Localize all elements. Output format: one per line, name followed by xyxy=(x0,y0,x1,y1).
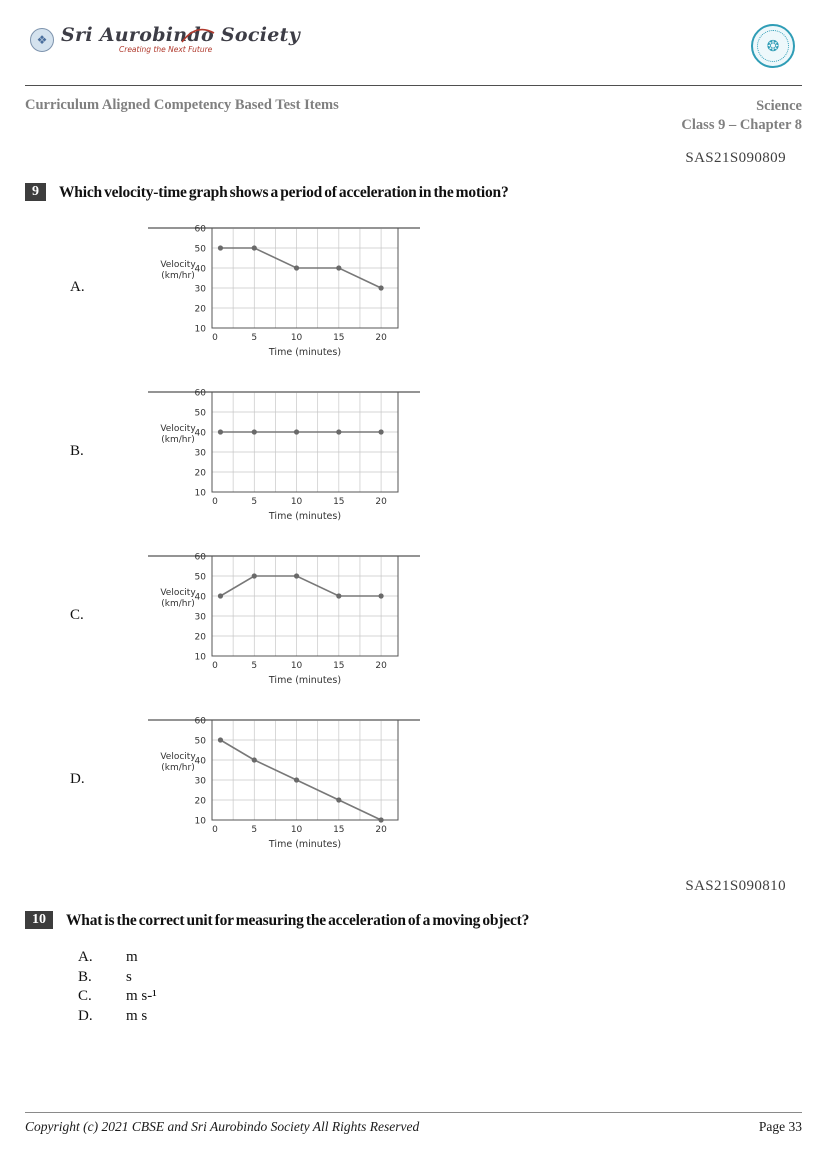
question-number-badge: 10 xyxy=(25,911,53,929)
svg-text:0: 0 xyxy=(212,333,218,343)
option-graph-c xyxy=(25,544,802,686)
option-letter: A. xyxy=(78,949,93,965)
option-a xyxy=(78,948,802,968)
option-text: m s-¹ xyxy=(126,988,157,1004)
option-graph-b xyxy=(25,380,802,522)
copyright-text: Copyright (c) 2021 CBSE and Sri Aurobindo Society All Rights Reserved xyxy=(25,1119,420,1134)
header-divider xyxy=(25,85,802,86)
svg-text:50: 50 xyxy=(194,244,206,255)
option-text: s xyxy=(126,968,132,985)
option-letter: C. xyxy=(70,606,84,623)
svg-text:5: 5 xyxy=(251,825,258,835)
svg-text:20: 20 xyxy=(194,468,206,479)
question-9 xyxy=(25,183,802,202)
svg-text:15: 15 xyxy=(333,825,345,835)
svg-text:Time (minutes): Time (minutes) xyxy=(268,347,342,358)
svg-text:10: 10 xyxy=(290,825,303,835)
option-c xyxy=(78,987,802,1007)
option-text: m xyxy=(126,949,138,965)
svg-text:Time (minutes): Time (minutes) xyxy=(268,511,342,522)
question-10 xyxy=(25,911,802,930)
velocity-time-graph-a xyxy=(148,216,420,358)
main-content xyxy=(25,150,802,1026)
title-bar xyxy=(25,97,802,135)
svg-text:Time (minutes): Time (minutes) xyxy=(268,839,342,850)
svg-text:Velocity: Velocity xyxy=(160,260,196,270)
svg-text:5: 5 xyxy=(251,497,258,507)
svg-text:15: 15 xyxy=(333,661,345,671)
doc-title: Curriculum Aligned Competency Based Test Items xyxy=(25,97,339,113)
svg-text:40: 40 xyxy=(194,756,206,767)
svg-text:40: 40 xyxy=(194,264,206,275)
option-text: m s xyxy=(126,1007,148,1024)
class-chapter-label: Class 9 – Chapter 8 xyxy=(681,116,802,133)
svg-text:10: 10 xyxy=(194,488,206,499)
svg-text:60: 60 xyxy=(194,552,206,563)
svg-text:5: 5 xyxy=(251,333,258,343)
svg-text:(km/hr): (km/hr) xyxy=(161,763,195,773)
option-letter: B. xyxy=(70,442,84,459)
question-number-badge: 9 xyxy=(25,183,46,201)
subject-label: Science xyxy=(756,98,802,114)
page-number: Page 33 xyxy=(758,1119,802,1134)
svg-text:50: 50 xyxy=(194,572,206,583)
header xyxy=(30,24,797,76)
logo-flourish-stroke xyxy=(178,26,218,44)
svg-text:5: 5 xyxy=(251,661,258,671)
logo-name: Sri Aurobindo Society xyxy=(61,24,301,46)
svg-text:10: 10 xyxy=(290,661,303,671)
svg-text:10: 10 xyxy=(194,652,206,663)
svg-text:60: 60 xyxy=(194,716,206,727)
svg-text:60: 60 xyxy=(194,388,206,399)
svg-text:0: 0 xyxy=(212,661,218,671)
svg-text:40: 40 xyxy=(194,592,206,603)
svg-text:0: 0 xyxy=(212,497,218,507)
svg-text:Time (minutes): Time (minutes) xyxy=(268,675,342,686)
org-logo xyxy=(30,24,797,54)
logo-icon: ❖ xyxy=(30,28,54,52)
question-code: SAS21S090810 xyxy=(685,878,786,894)
svg-text:(km/hr): (km/hr) xyxy=(161,599,195,609)
option-letter: A. xyxy=(70,278,85,295)
svg-text:Velocity: Velocity xyxy=(160,588,196,598)
velocity-time-graph-b xyxy=(148,380,420,522)
svg-text:30: 30 xyxy=(194,284,206,295)
svg-text:30: 30 xyxy=(194,612,206,623)
svg-text:20: 20 xyxy=(375,333,387,343)
svg-text:(km/hr): (km/hr) xyxy=(161,435,195,445)
option-letter: C. xyxy=(78,988,92,1004)
svg-text:Velocity: Velocity xyxy=(160,424,196,434)
svg-text:(km/hr): (km/hr) xyxy=(161,271,195,281)
svg-text:40: 40 xyxy=(194,428,206,439)
page-footer xyxy=(25,1112,802,1135)
option-letter: D. xyxy=(70,770,85,787)
svg-text:10: 10 xyxy=(194,324,206,335)
question-code: SAS21S090809 xyxy=(685,150,786,166)
svg-text:Velocity: Velocity xyxy=(160,752,196,762)
school-seal xyxy=(751,24,795,68)
svg-text:10: 10 xyxy=(194,816,206,827)
svg-text:20: 20 xyxy=(375,825,387,835)
seal-emblem-icon: ❂ xyxy=(757,30,789,62)
question-10-options xyxy=(25,948,802,1026)
svg-text:20: 20 xyxy=(194,796,206,807)
subject-block xyxy=(681,97,802,135)
option-d xyxy=(78,1007,802,1027)
svg-text:50: 50 xyxy=(194,408,206,419)
logo-tagline: Creating the Next Future xyxy=(119,45,213,54)
svg-text:0: 0 xyxy=(212,825,218,835)
question-text: Which velocity-time graph shows a period of acceleration in the motion? xyxy=(59,184,509,201)
option-graph-a xyxy=(25,216,802,358)
option-letter: D. xyxy=(78,1007,93,1024)
svg-text:20: 20 xyxy=(375,661,387,671)
velocity-time-graph-d xyxy=(148,708,420,850)
svg-text:20: 20 xyxy=(194,632,206,643)
svg-text:30: 30 xyxy=(194,776,206,787)
svg-text:15: 15 xyxy=(333,333,345,343)
svg-text:15: 15 xyxy=(333,497,345,507)
question-text: What is the correct unit for measuring the acceleration of a moving object? xyxy=(66,912,530,929)
svg-text:10: 10 xyxy=(290,333,303,343)
option-letter: B. xyxy=(78,968,92,985)
svg-text:60: 60 xyxy=(194,224,206,235)
svg-text:10: 10 xyxy=(290,497,303,507)
svg-text:20: 20 xyxy=(194,304,206,315)
svg-text:50: 50 xyxy=(194,736,206,747)
svg-text:20: 20 xyxy=(375,497,387,507)
velocity-time-graph-c xyxy=(148,544,420,686)
svg-text:30: 30 xyxy=(194,448,206,459)
option-graph-d xyxy=(25,708,802,850)
option-b xyxy=(78,968,802,988)
